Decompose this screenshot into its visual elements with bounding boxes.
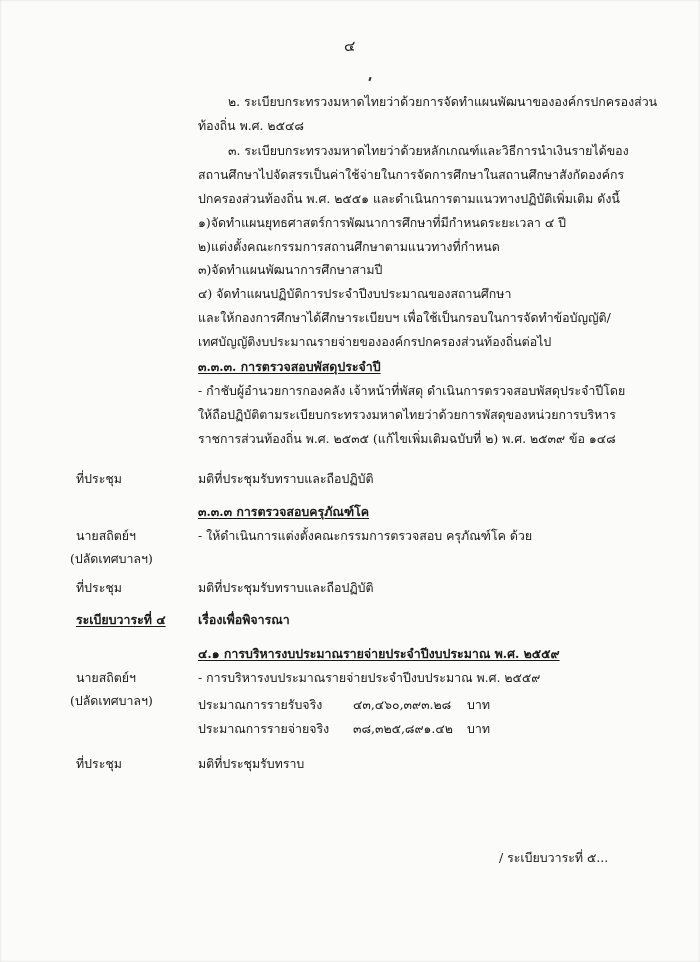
expense-value: ๓๘,๓๒๕,๘๙๑.๔๒ bbox=[353, 721, 453, 736]
speaker-title: (ปลัดเทศบาลฯ) bbox=[70, 551, 153, 566]
speaker-name: นายสถิตย์ฯ bbox=[76, 528, 137, 543]
income-value: ๔๓,๔๖๐,๓๙๓.๒๘ bbox=[353, 697, 452, 712]
section-heading: ๓.๓.๓. การตรวจสอบพัสดุประจำปี bbox=[198, 359, 381, 374]
meeting-resolution: มติที่ประชุมรับทราบและถือปฏิบัติ bbox=[198, 471, 374, 486]
expense-label: ประมาณการรายจ่ายจริง bbox=[198, 721, 330, 736]
agenda-title: เรื่องเพื่อพิจารณา bbox=[198, 612, 290, 627]
speaker-name: นายสถิตย์ฯ bbox=[76, 670, 137, 685]
text-line: ๒)แต่งตั้งคณะกรรมการสถานศึกษาตามแนวทางที่กำหนด bbox=[198, 239, 500, 254]
stray-mark bbox=[368, 77, 371, 81]
meeting-label: ที่ประชุม bbox=[76, 471, 122, 486]
text-line: เทศบัญญัติงบประมาณรายจ่ายขององค์กรปกครองส่วนท้องถิ่นต่อไป bbox=[198, 334, 552, 349]
text-line: ๔) จัดทำแผนปฏิบัติการประจำปีงบประมาณของสถานศึกษา bbox=[198, 286, 512, 301]
page-number: ๔ bbox=[344, 37, 356, 55]
section-heading: ๔.๑ การบริหารงบประมาณรายจ่ายประจำปีงบประมาณ พ.ศ. ๒๕๕๙ bbox=[198, 646, 560, 661]
agenda-label: ระเบียบวาระที่ ๔ bbox=[76, 612, 166, 627]
text-line: สถานศึกษาไปจัดสรรเป็นค่าใช้จ่ายในการจัดการศึกษาในสถานศึกษาสังกัดองค์กร bbox=[198, 167, 625, 182]
meeting-resolution: มติที่ประชุมรับทราบและถือปฏิบัติ bbox=[198, 580, 374, 595]
footer-continuation: / ระเบียบวาระที่ ๕... bbox=[499, 850, 609, 865]
meeting-label: ที่ประชุม bbox=[76, 756, 122, 771]
section-heading: ๓.๓.๓ การตรวจสอบครุภัณฑ์โค bbox=[198, 504, 370, 519]
text-line: ปกครองส่วนท้องถิ่น พ.ศ. ๒๕๕๑ และดำเนินการตามแนวทางปฏิบัติเพิ่มเติม ดังนี้ bbox=[198, 191, 620, 206]
text-line: ท้องถิ่น พ.ศ. ๒๕๔๘ bbox=[198, 118, 304, 133]
expense-unit: บาท bbox=[467, 721, 490, 736]
text-line: ราชการส่วนท้องถิ่น พ.ศ. ๒๕๓๕ (แก้ไขเพิ่มเติมฉบับที่ ๒) พ.ศ. ๒๕๓๙ ข้อ ๑๔๘ bbox=[198, 431, 616, 446]
text-line: ๑)จัดทำแผนยุทธศาสตร์การพัฒนาการศึกษาที่มีกำหนดระยะเวลา ๔ ปี bbox=[198, 215, 567, 230]
income-label: ประมาณการรายรับจริง bbox=[198, 697, 323, 712]
text-line: และให้กองการศึกษาได้ศึกษาระเบียบฯ เพื่อใช้เป็นกรอบในการจัดทำข้อบัญญัติ/ bbox=[198, 310, 611, 325]
text-line: - การบริหารงบประมาณรายจ่ายประจำปีงบประมาณ พ.ศ. ๒๕๕๙ bbox=[198, 670, 541, 685]
meeting-resolution: มติที่ประชุมรับทราบ bbox=[198, 756, 305, 771]
text-line: - กำชับผู้อำนวยการกองคลัง เจ้าหน้าที่พัสดุ ดำเนินการตรวจสอบพัสดุประจำปีโดย bbox=[198, 383, 626, 398]
text-line: - ให้ดำเนินการแต่งตั้งคณะกรรมการตรวจสอบ ครุภัณฑ์โค ด้วย bbox=[198, 528, 533, 543]
meeting-label: ที่ประชุม bbox=[76, 580, 122, 595]
text-line: ๒. ระเบียบกระทรวงมหาดไทยว่าด้วยการจัดทำแผนพัฒนาขององค์กรปกครองส่วน bbox=[228, 94, 658, 109]
text-line: ให้ถือปฏิบัติตามระเบียบกระทรวงมหาดไทยว่าด้วยการพัสดุของหน่วยการบริหาร bbox=[198, 407, 616, 422]
text-line: ๓)จัดทำแผนพัฒนาการศึกษาสามปี bbox=[198, 262, 383, 277]
speaker-title: (ปลัดเทศบาลฯ) bbox=[70, 693, 153, 708]
text-line: ๓. ระเบียบกระทรวงมหาดไทยว่าด้วยหลักเกณฑ์และวิธีการนำเงินรายได้ของ bbox=[228, 143, 629, 158]
income-unit: บาท bbox=[467, 697, 490, 712]
